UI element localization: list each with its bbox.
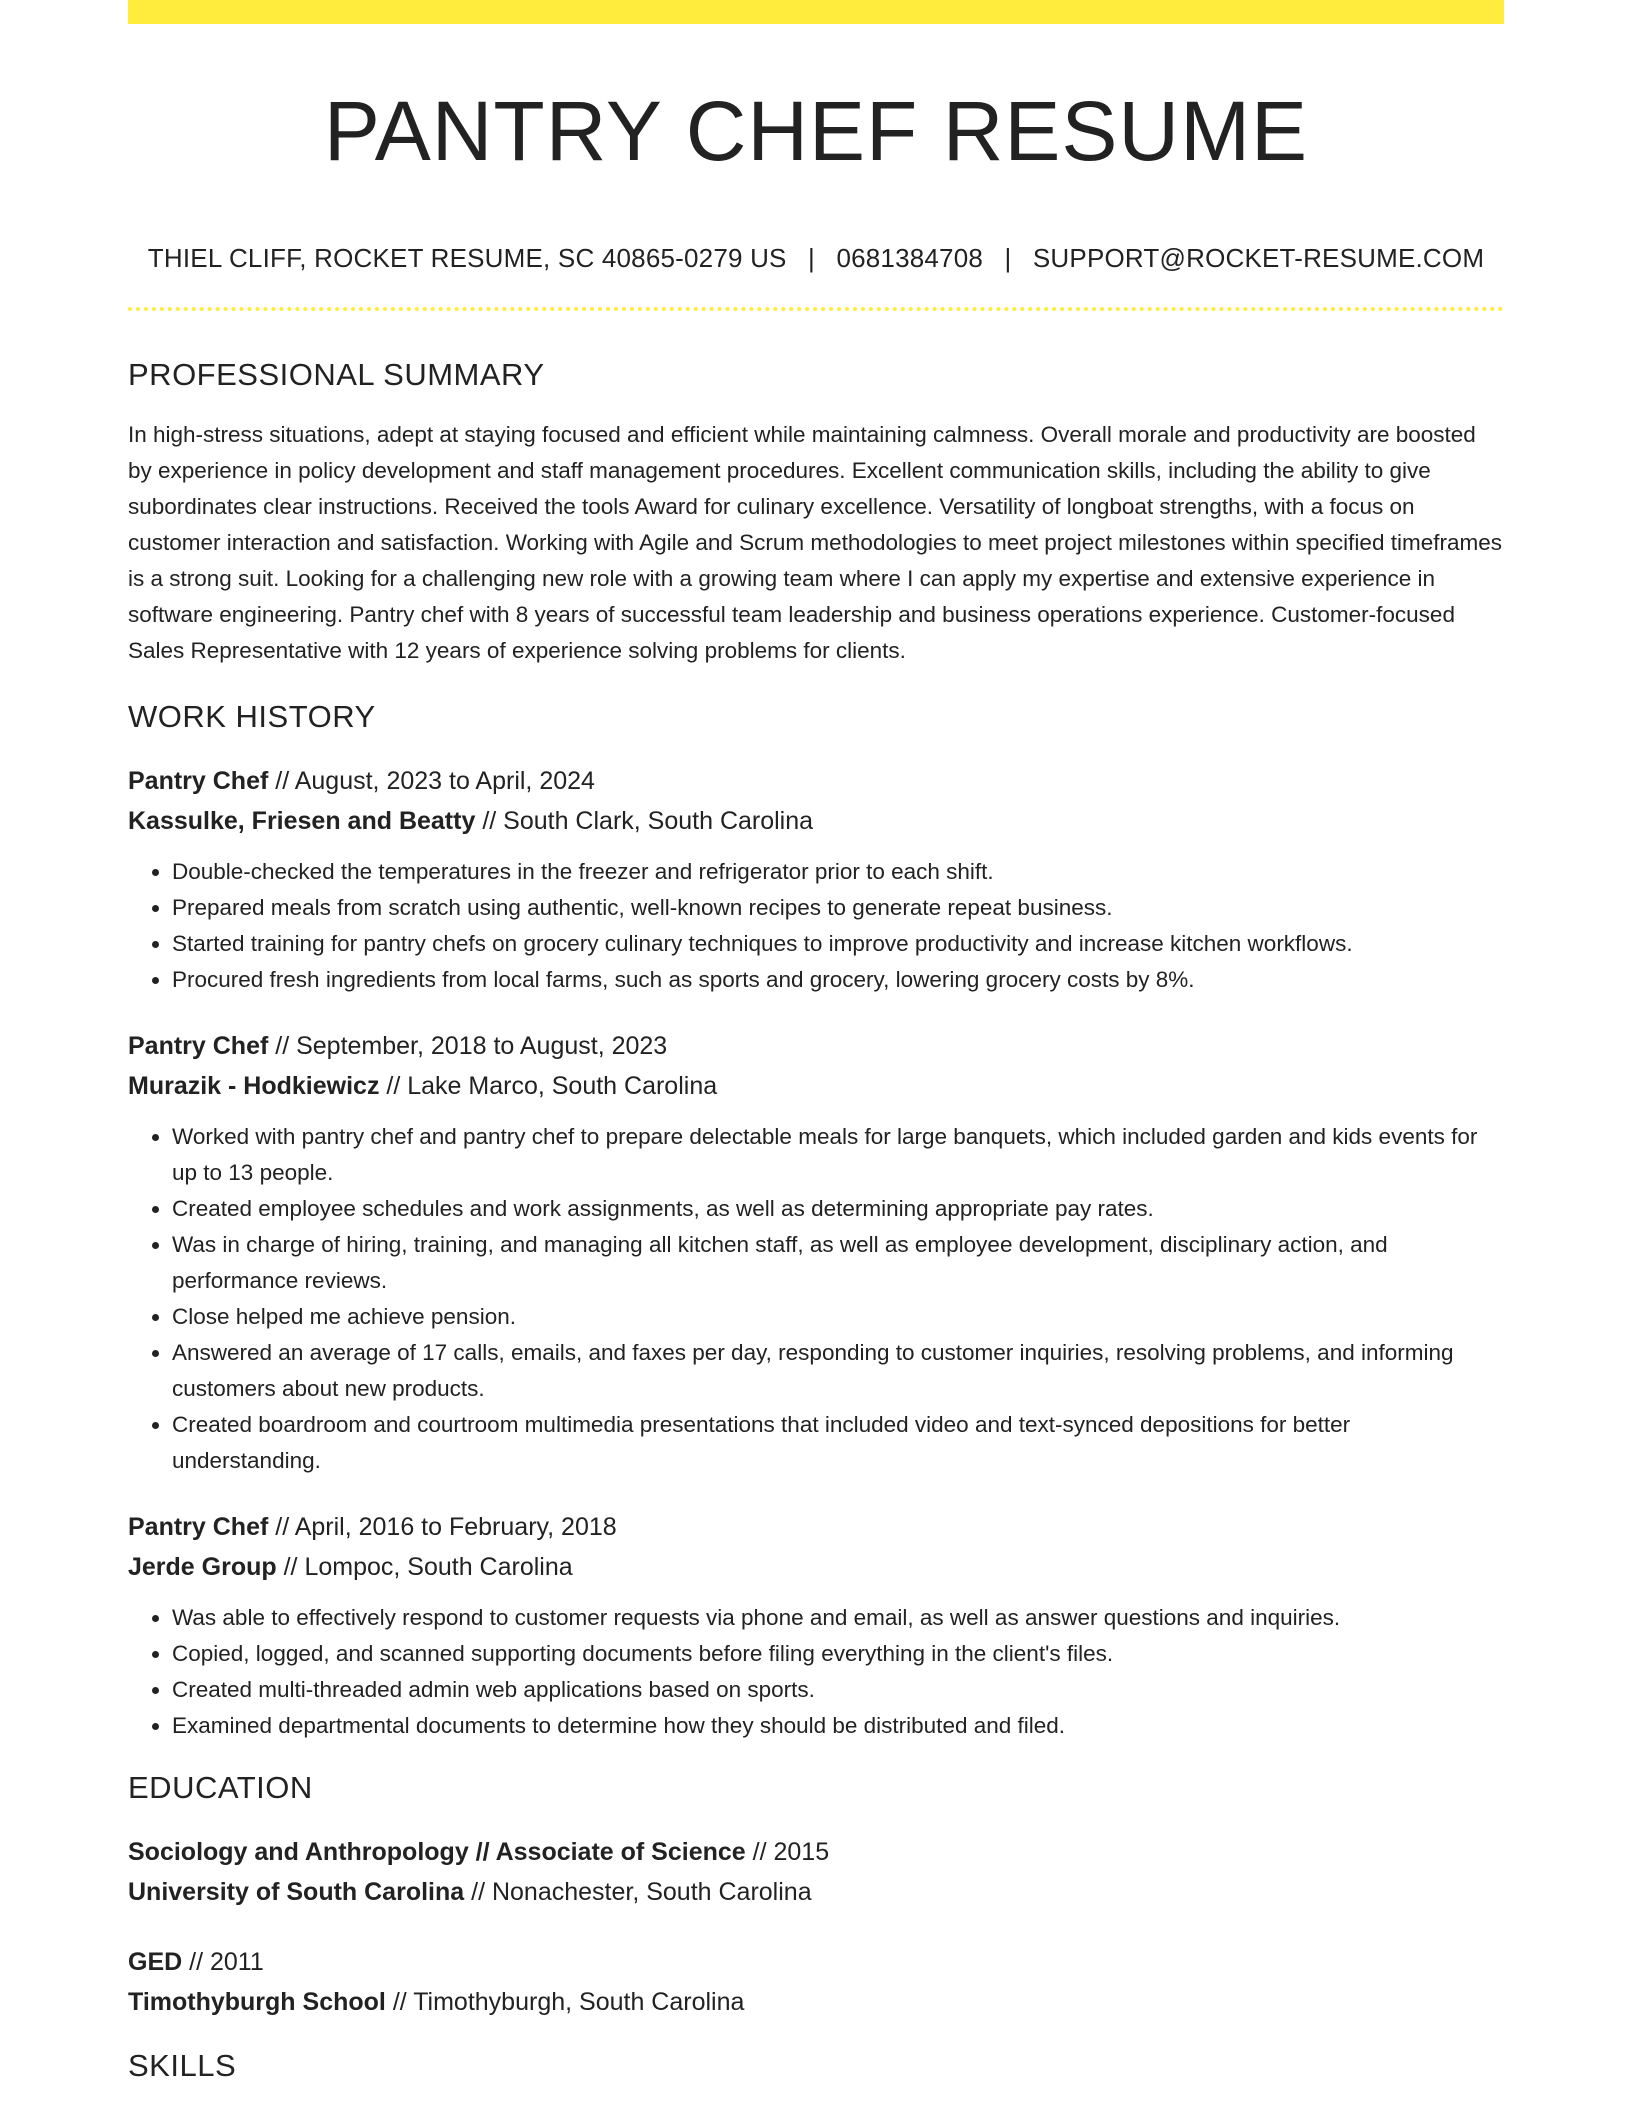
job-bullet: • Created multi-threaded admin web applications based on sports.	[172, 1672, 1504, 1708]
job-company: Jerde Group	[128, 1553, 277, 1581]
job-role-line	[128, 761, 1504, 801]
job-bullets	[128, 1600, 1504, 1744]
job-role-line	[128, 1507, 1504, 1547]
education-degree: GED	[128, 1948, 183, 1976]
job-bullet: • Procured fresh ingredients from local farms, such as sports and grocery, lowering grocery costs by 8%.	[172, 962, 1504, 998]
job-bullet: • Worked with pantry chef and pantry chef to prepare delectable meals for large banquets, which included garden and kids events for up to 13 people.	[172, 1119, 1504, 1191]
contact-email: SUPPORT@ROCKET-RESUME.COM	[1032, 243, 1485, 273]
summary-heading: PROFESSIONAL SUMMARY	[128, 357, 545, 392]
education-entry	[128, 1942, 1504, 2022]
job-location: // South Clark, South Carolina	[475, 807, 814, 835]
education-degree-line	[128, 1942, 1504, 1982]
education-school: University of South Carolina	[128, 1878, 465, 1906]
education-heading: EDUCATION	[128, 1770, 313, 1805]
education-degree-line	[128, 1832, 1504, 1872]
education-degree: Sociology and Anthropology // Associate of Science	[128, 1838, 746, 1866]
job-entry	[128, 1507, 1504, 1744]
job-role: Pantry Chef	[128, 1032, 269, 1060]
contact-separator: |	[1004, 243, 1012, 273]
job-location: // Lompoc, South Carolina	[276, 1553, 573, 1581]
contact-separator: |	[808, 243, 815, 273]
job-entry	[128, 761, 1504, 998]
skills-heading: SKILLS	[128, 2048, 237, 2083]
job-bullet: • Close helped me achieve pension.	[172, 1299, 1504, 1335]
summary-text: In high-stress situations, adept at staying focused and efficient while maintaining calmness. Overall morale and productivity are boosted by experience in policy development and staff management procedures. Excellent communication skills, including the ability to give subordinates clear instructions. Received the tools Award for culinary excellence. Versatility of longboat strengths, with a focus on customer interaction and satisfaction. Working with Agile and Scrum methodologies to meet project milestones within specified timeframes is a strong suit. Looking for a challenging new role with a growing team where I can apply my expertise and extensive experience in software engineering. Pantry chef with 8 years of successful team leadership and business operations experience. Customer-focused Sales Representative with 12 years of experience solving problems for clients.	[128, 422, 1502, 663]
job-company: Kassulke, Friesen and Beatty	[128, 807, 476, 835]
education-school-line	[128, 1872, 1504, 1912]
job-company-line	[128, 801, 1504, 841]
education-location: // Nonachester, South Carolina	[464, 1878, 812, 1906]
job-entry	[128, 1026, 1504, 1479]
job-bullet: • Was able to effectively respond to customer requests via phone and email, as well as answer questions and inquiries.	[172, 1600, 1504, 1636]
job-company-line	[128, 1066, 1504, 1106]
education-year: // 2015	[745, 1838, 830, 1866]
job-location: // Lake Marco, South Carolina	[379, 1072, 718, 1100]
job-bullets	[128, 1119, 1504, 1479]
contact-line	[128, 242, 1504, 274]
education-school-line	[128, 1982, 1504, 2022]
job-bullet: • Was in charge of hiring, training, and managing all kitchen staff, as well as employee development, disciplinary action, and performance reviews.	[172, 1227, 1504, 1299]
resume-content	[128, 0, 1504, 2086]
education-entry	[128, 1832, 1504, 1912]
education-location: // Timothyburgh, South Carolina	[385, 1988, 745, 2016]
contact-phone: 0681384708	[836, 243, 984, 273]
job-dates: // April, 2016 to February, 2018	[268, 1513, 617, 1541]
work-history-heading: WORK HISTORY	[128, 699, 376, 734]
contact-address: THIEL CLIFF, ROCKET RESUME, SC 40865-0279 US	[147, 243, 787, 273]
job-company-line	[128, 1547, 1504, 1587]
job-bullet: • Answered an average of 17 calls, emails, and faxes per day, responding to customer inquiries, resolving problems, and informing customers about new products.	[172, 1335, 1504, 1407]
education-year: // 2011	[182, 1948, 264, 1976]
job-role-line	[128, 1026, 1504, 1066]
job-bullet: • Started training for pantry chefs on grocery culinary techniques to improve productivity and increase kitchen workflows.	[172, 926, 1504, 962]
job-bullet: • Created employee schedules and work assignments, as well as determining appropriate pay rates.	[172, 1191, 1504, 1227]
job-bullet: • Examined departmental documents to determine how they should be distributed and filed.	[172, 1708, 1504, 1744]
job-bullets	[128, 854, 1504, 998]
job-company: Murazik - Hodkiewicz	[128, 1072, 380, 1100]
job-bullet: • Copied, logged, and scanned supporting documents before filing everything in the client's files.	[172, 1636, 1504, 1672]
job-role: Pantry Chef	[128, 1513, 269, 1541]
job-bullet: • Double-checked the temperatures in the freezer and refrigerator prior to each shift.	[172, 854, 1504, 890]
job-dates: // August, 2023 to April, 2024	[268, 767, 595, 795]
job-bullet: • Prepared meals from scratch using authentic, well-known recipes to generate repeat business.	[172, 890, 1504, 926]
resume-title: PANTRY CHEF RESUME	[323, 84, 1309, 178]
job-role: Pantry Chef	[128, 767, 269, 795]
job-bullet: • Created boardroom and courtroom multimedia presentations that included video and text-synced depositions for better understanding.	[172, 1407, 1504, 1479]
header-divider	[128, 307, 1504, 311]
job-dates: // September, 2018 to August, 2023	[268, 1032, 668, 1060]
education-school: Timothyburgh School	[128, 1988, 386, 2016]
